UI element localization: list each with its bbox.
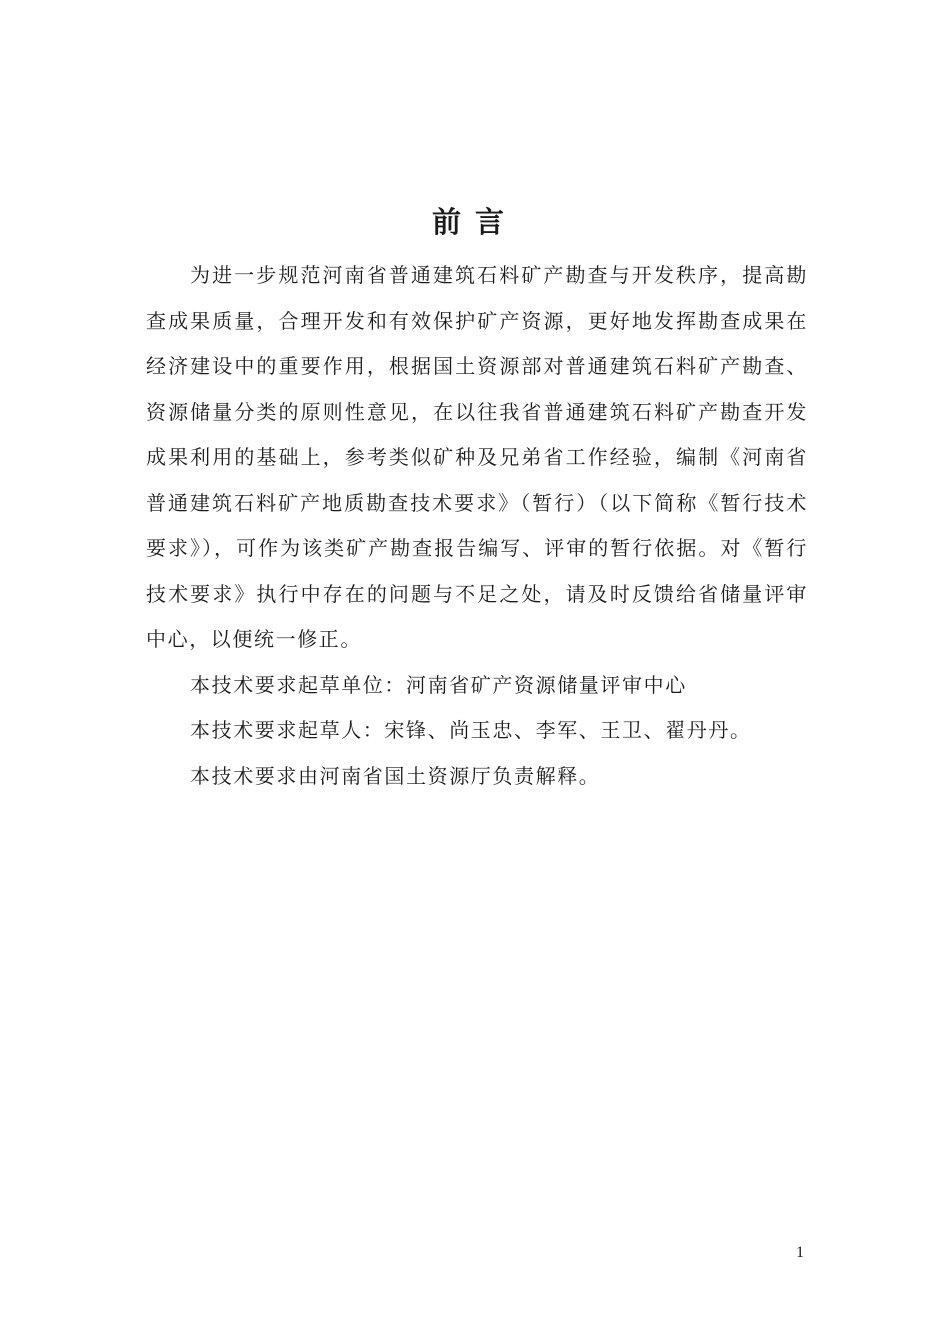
page-number: 1 xyxy=(796,1244,804,1261)
body-text xyxy=(146,253,808,799)
interpretation-line: 本技术要求由河南省国土资源厅负责解释。 xyxy=(190,763,601,788)
drafters-line: 本技术要求起草人：宋锋、尚玉忠、李军、王卫、翟丹丹。 xyxy=(190,718,752,742)
drafting-unit-line: 本技术要求起草单位：河南省矿产资源储量评审中心 xyxy=(190,672,687,697)
page-title: 前言 xyxy=(431,205,518,240)
preface-paragraph: 为进一步规范河南省普通建筑石料矿产勘查与开发秩序，提高勘查成果质量，合理开发和有效保护矿产资源，更好地发挥勘查成果在经济建设中的重要作用，根据国土资源部对普通建筑石料矿产勘查、资源储量分类的原则性意见，在以往我省普通建筑石料矿产勘查开发成果利用的基础上，参考类似矿种及兄弟省工作经验，编制《河南省普通建筑石料矿产地质勘查技术要求》（暂行）（以下简称《暂行技术要求》），可作为该类矿产勘查报告编写、评审的暂行依据。对《暂行技术要求》执行中存在的问题与不足之处，请及时反馈给省储量评审中心，以便统一修正。 xyxy=(146,263,808,651)
